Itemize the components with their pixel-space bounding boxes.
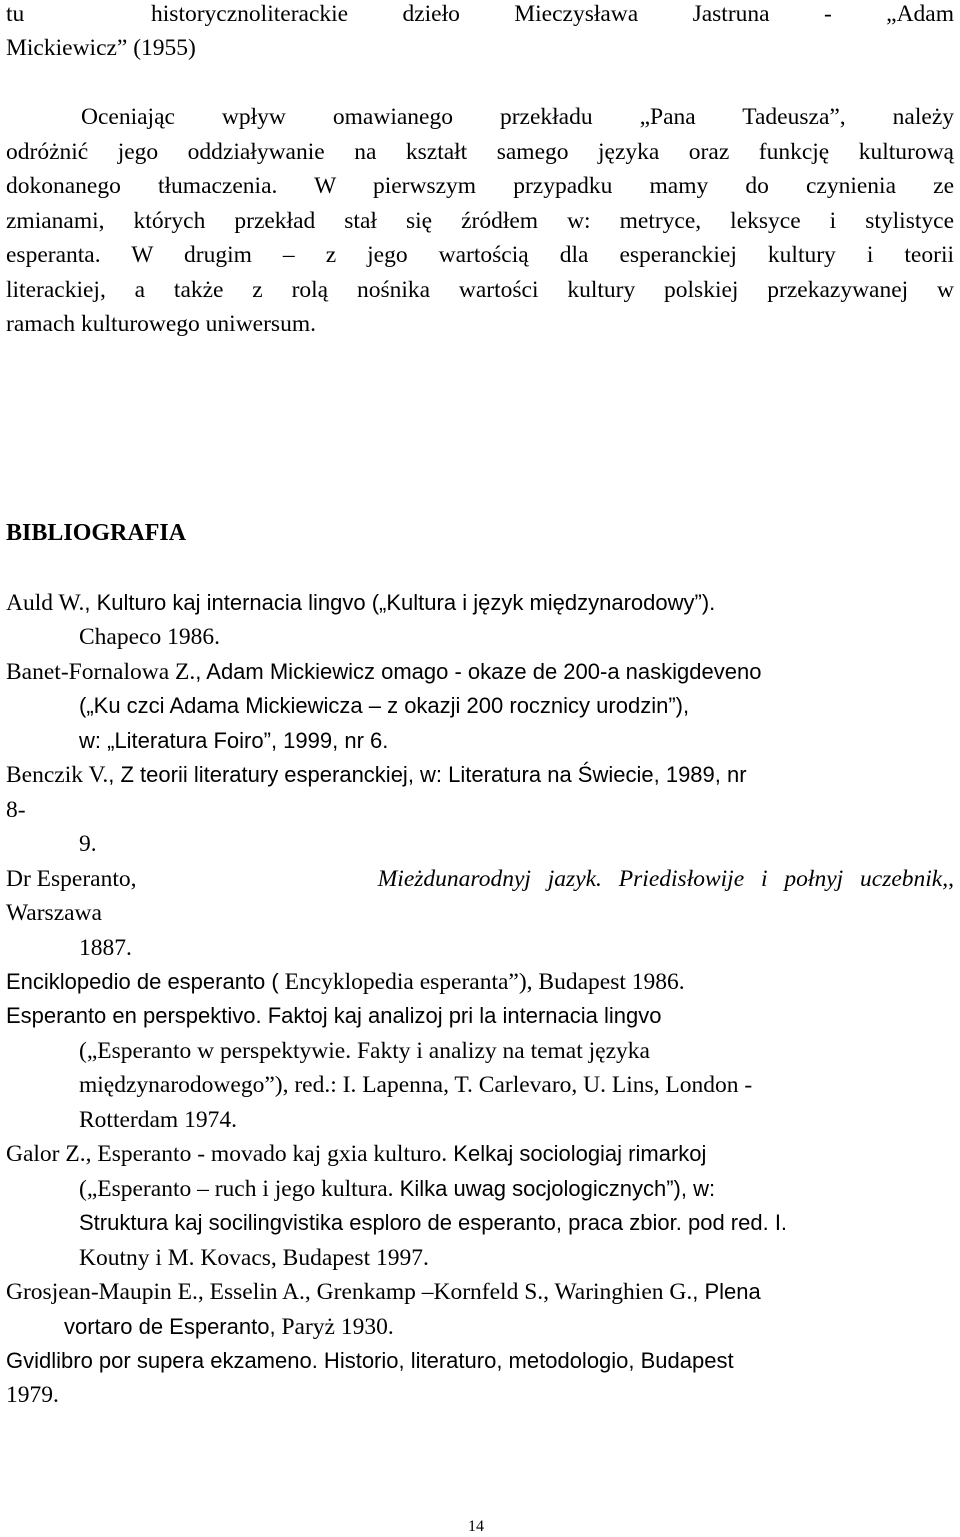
- paragraph-line-6: literackiej, a także z rolą nośnika wartości kultury polskiej przekazywanej w: [6, 276, 954, 303]
- entry-title: , Plena: [692, 1279, 761, 1305]
- bibliography-entry: [6, 1137, 954, 1275]
- entry-author: Grosjean-Maupin E., Esselin A., Grenkamp –Kornfeld S., Waringhien G.: [6, 1279, 693, 1306]
- entry-subtitle: Kelkaj sociologiaj rimarkoj: [447, 1141, 707, 1167]
- entry-continuation: Koutny i M. Kovacs, Budapest 1997.: [79, 1244, 429, 1271]
- bibliography-heading: BIBLIOGRAFIA: [6, 520, 187, 546]
- entry-subtitle: Faktoj kaj analizoj pri la internacia lingvo: [261, 1003, 662, 1029]
- entry-author: Auld W.: [6, 590, 85, 616]
- entry-continuation: Chapeco 1986.: [79, 624, 220, 651]
- intro-line-1-text: historycznoliterackie dzieło Mieczysława Jastruna - „Adam: [151, 1, 955, 27]
- entry-continuation: Paryż 1930.: [275, 1313, 394, 1340]
- entry-continuation: („Esperanto w perspektywie. Fakty i analizy na temat języka: [79, 1037, 650, 1064]
- body-paragraph: [6, 100, 954, 342]
- entry-continuation: 1979.: [6, 1382, 59, 1409]
- entry-continuation: Encyklopedia esperanta”), Budapest 1986.: [284, 968, 685, 995]
- entry-continuation: vortaro de Esperanto,: [64, 1313, 276, 1339]
- entry-continuation: („Ku czci Adama Mickiewicza – z okazji 200 rocznicy urodzin”),: [79, 693, 690, 719]
- bibliography-entry: [6, 1275, 954, 1344]
- bibliography-entry: [6, 758, 954, 861]
- entry-continuation: w: „Literatura Foiro”, 1999, nr 6.: [79, 727, 389, 753]
- entry-punctuation: ,: [948, 865, 954, 892]
- paragraph-line-4: zmianami, których przekład stał się źródłem w: metryce, leksyce i stylistyce: [6, 207, 954, 234]
- entry-title: , Esperanto - movado kaj gxia kulturo.: [85, 1141, 448, 1168]
- entry-continuation: 1887.: [79, 934, 132, 961]
- entry-continuation: 8-: [6, 796, 26, 823]
- bibliography-entry: [6, 999, 954, 1137]
- entry-continuation: 9.: [79, 831, 97, 858]
- entry-continuation: Rotterdam 1974.: [79, 1106, 237, 1133]
- intro-line-2: [6, 31, 196, 66]
- paragraph-line-3: dokonanego tłumaczenia. W pierwszym przypadku mamy do czynienia ze: [6, 173, 954, 199]
- entry-title: Enciklopedio de esperanto (: [6, 968, 279, 994]
- paragraph-line-1: Oceniając wpływ omawianego przekładu „Pana Tadeusza”, należy: [81, 104, 954, 130]
- entry-title: Gvidlibro por supera ekzameno. Historio, literaturo, metodologio, Budapest: [6, 1347, 734, 1373]
- intro-line-2-text: Mickiewicz” (1955): [6, 35, 196, 61]
- entry-title: Mieżdunarodnyj jazyk. Priedisłowije i połnyj uczebnik,: [377, 865, 949, 892]
- entry-author: Benczik V.: [6, 762, 109, 789]
- entry-continuation: Kilka uwag socjologicznych”), w:: [393, 1175, 716, 1201]
- entry-continuation: międzynarodowego”), red.: I. Lapenna, T. Carlevaro, U. Lins, London -: [79, 1072, 753, 1099]
- bibliography-entry: [6, 586, 954, 655]
- intro-lead-word: tu: [6, 1, 25, 27]
- entry-continuation: („Esperanto – ruch i jego kultura.: [79, 1175, 394, 1202]
- entry-continuation: Struktura kaj socilingvistika esploro de esperanto, praca zbior. pod red. I.: [79, 1210, 788, 1236]
- bibliography-entry: [6, 655, 954, 758]
- entry-author: Banet-Fornalowa Z.: [6, 658, 196, 685]
- entry-title: , Z teorii literatury esperanckiej, w: Literatura na Świecie, 1989, nr: [108, 762, 747, 788]
- bibliography-entry: [6, 1344, 954, 1413]
- entry-author: Dr Esperanto,: [6, 865, 137, 892]
- entry-title: , Adam Mickiewicz omago - okaze de 200-a naskigdeveno: [195, 658, 762, 684]
- paragraph-line-2: odróżnić jego oddziaływanie na kształt samego języka oraz funkcję kulturową: [6, 138, 954, 165]
- page-number: 14: [468, 1518, 484, 1535]
- bibliography-list: [6, 586, 954, 1413]
- entry-continuation: Warszawa: [6, 900, 102, 927]
- paragraph-line-5: esperanta. W drugim – z jego wartością dla esperanckiej kultury i teorii: [6, 242, 954, 268]
- entry-title: Esperanto en perspektivo.: [6, 1003, 262, 1029]
- entry-author: Galor Z.: [6, 1141, 86, 1168]
- intro-line-1: [6, 0, 955, 32]
- bibliography-entry: [6, 862, 954, 965]
- entry-title: , Kulturo kaj internacia lingvo („Kultura i język międzynarodowy”).: [84, 590, 716, 615]
- paragraph-line-7: ramach kulturowego uniwersum.: [6, 311, 316, 337]
- bibliography-entry: [6, 965, 954, 999]
